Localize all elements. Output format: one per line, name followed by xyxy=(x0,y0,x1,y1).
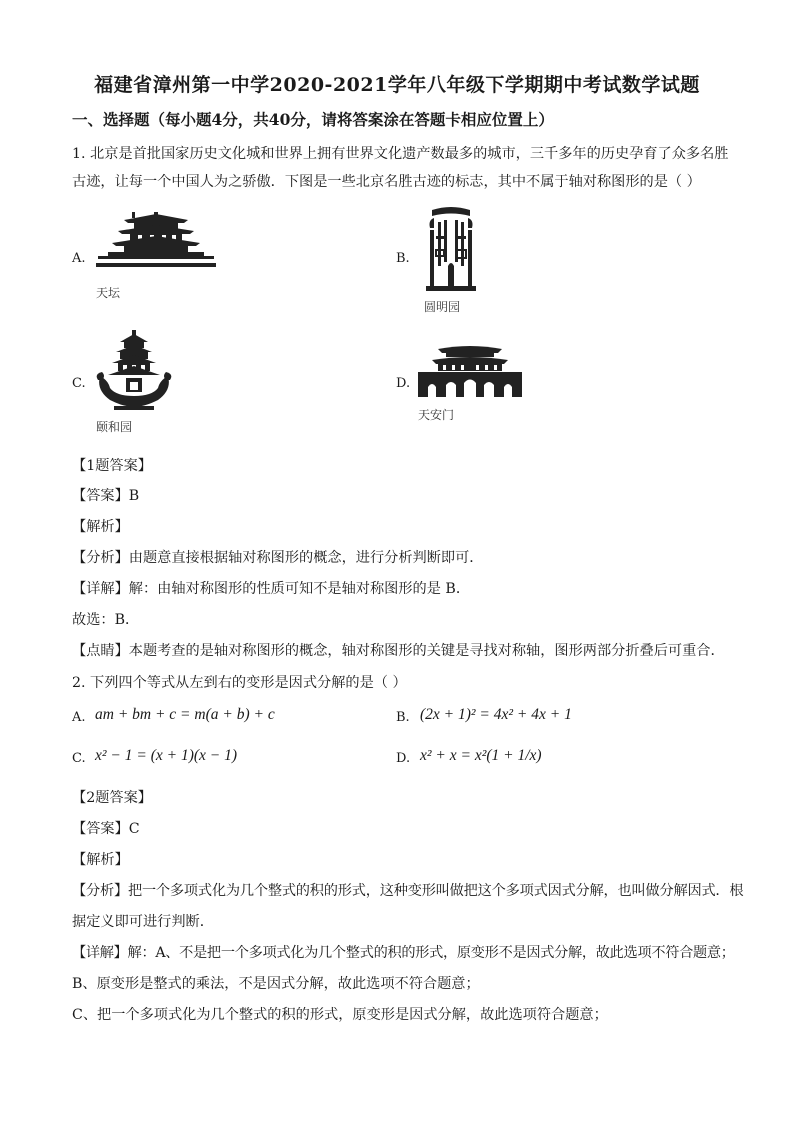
q2-option-a-equation: am + bm + c = m(a + b) + c xyxy=(95,706,275,723)
section-heading: 一、选择题（每小题4分，共40分，请将答案涂在答题卡相应位置上） xyxy=(72,110,554,129)
q1-option-c-letter: C. xyxy=(72,376,86,391)
q1-stem-line2: 古迹，让每一个中国人为之骄傲．下图是一些北京名胜古迹的标志，其中不属于轴对称图形的是（ ） xyxy=(72,174,701,190)
q1-fenxi: 【分析】由题意直接根据轴对称图形的概念，进行分析判断即可． xyxy=(72,550,484,566)
q1-answer: 【答案】B xyxy=(72,488,140,504)
q1-option-a-letter: A. xyxy=(72,251,86,266)
q1-option-a-caption: 天坛 xyxy=(96,286,121,300)
q1-option-d-letter: D. xyxy=(396,376,411,391)
q2-answer: 【答案】C xyxy=(72,821,140,837)
q2-option-d-equation: x² + x = x²(1 + 1/x) xyxy=(420,747,542,764)
temple-of-heaven-logo xyxy=(94,208,218,278)
q1-option-b-letter: B. xyxy=(396,251,410,266)
summer-palace-logo xyxy=(96,330,172,412)
q2-stem: 2. 下列四个等式从左到右的变形是因式分解的是（ ） xyxy=(72,675,407,691)
q2-xiangjie-b: B、原变形是整式的乘法，不是因式分解，故此选项不符合题意； xyxy=(72,976,480,992)
q2-xiangjie-a: 【详解】解：A、不是把一个多项式化为几个整式的积的形式，原变形不是因式分解，故此选项不符合题意； xyxy=(72,945,735,961)
page-title: 福建省漳州第一中学2020-2021学年八年级下学期期中考试数学试题 xyxy=(94,74,700,96)
q2-option-d-letter: D. xyxy=(396,751,411,766)
tiananmen-logo xyxy=(416,343,524,401)
q2-analysis-header: 【解析】 xyxy=(72,852,129,868)
q2-xiangjie-c: C、把一个多项式化为几个整式的积的形式，原变形是因式分解，故此选项符合题意； xyxy=(72,1007,608,1023)
q2-option-b-equation: (2x + 1)² = 4x² + 4x + 1 xyxy=(420,706,572,723)
q2-option-c-equation: x² − 1 = (x + 1)(x − 1) xyxy=(95,747,238,764)
q2-fenxi-line2: 据定义即可进行判断． xyxy=(72,914,214,930)
q1-option-b-caption: 圆明园 xyxy=(424,300,461,314)
q2-answer-header: 【2题答案】 xyxy=(72,790,152,806)
q2-option-a-letter: A. xyxy=(72,710,86,725)
q1-analysis-header: 【解析】 xyxy=(72,519,129,535)
q1-option-c-caption: 颐和园 xyxy=(96,420,133,434)
q1-guxuan: 故选：B． xyxy=(72,612,140,628)
q2-option-c-letter: C. xyxy=(72,751,86,766)
q1-stem-line1: 1. 北京是首批国家历史文化城和世界上拥有世界文化遗产数最多的城市，三千多年的历史孕育了众多名胜 xyxy=(72,146,729,162)
q1-dianjing: 【点睛】本题考查的是轴对称图形的概念，轴对称图形的关键是寻找对称轴，图形两部分折叠后可重合． xyxy=(72,643,725,659)
q2-fenxi-line1: 【分析】把一个多项式化为几个整式的积的形式，这种变形叫做把这个多项式因式分解，也叫做分解因式．根 xyxy=(72,883,744,899)
q1-answer-header: 【1题答案】 xyxy=(72,458,152,474)
yuanmingyuan-logo xyxy=(424,206,478,294)
q1-option-d-caption: 天安门 xyxy=(418,408,455,422)
q1-xiangjie: 【详解】解：由轴对称图形的性质可知不是轴对称图形的是 B． xyxy=(72,581,471,597)
q2-option-b-letter: B. xyxy=(396,710,410,725)
